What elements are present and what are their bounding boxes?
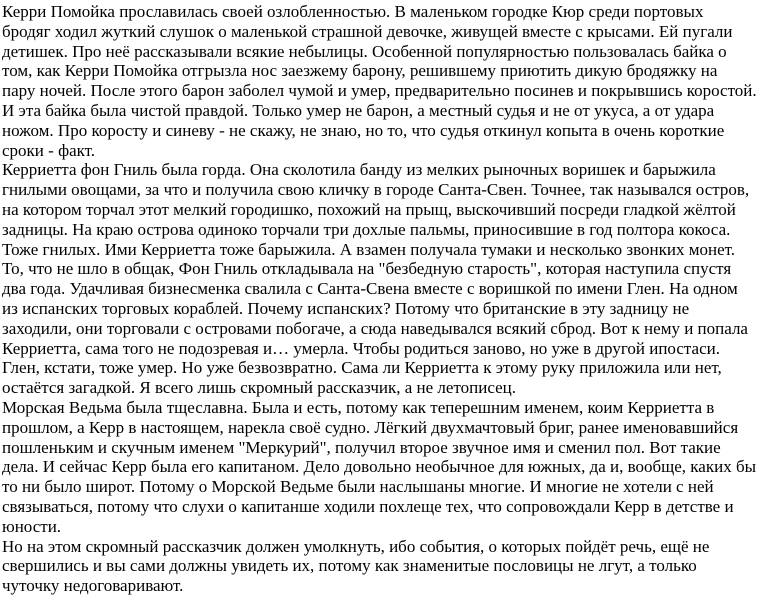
text-line: дела. И сейчас Керр была его капитаном. Дело довольно необычное для южных, да и, вообще, каких бы <box>2 457 757 477</box>
text-line: Морская Ведьма была тщеславна. Была и есть, потому как теперешним именем, коим Керриетта в <box>2 397 715 417</box>
text-line: два года. Удачливая бизнесменка свалила с Санта-Свена вместе с воришкой по имени Глен. На одном <box>2 279 738 299</box>
text-line: то ни было широт. Потому о Морской Ведьме были наслышаны многие. И многие не хотели с ней <box>2 477 714 497</box>
text-line: на котором торчал этот мелкий городишко, похожий на прыщ, выскочивший посреди гладкой жёлтой <box>2 199 736 219</box>
text-line: чуточку недоговаривают. <box>2 576 184 596</box>
text-line: гнилыми овощами, за что и получила свою кличку в городе Санта-Свен. Точнее, так назывался остров, <box>2 180 750 200</box>
text-line: детишек. Про неё рассказывали всякие небылицы. Особенной популярностью пользовалась байка о <box>2 41 727 61</box>
text-line: остаётся загадкой. Я всего лишь скромный рассказчик, а не летописец. <box>2 378 516 398</box>
text-line: пару ночей. После этого барон заболел чумой и умер, предварительно посинев и покрывшись коростой. <box>2 81 757 101</box>
text-line: задницы. На краю острова одиноко торчали три дохлые пальмы, приносившие в год полтора кокоса. <box>2 219 731 239</box>
text-line: пошленьким и скучным именем "Меркурий", получил второе звучное имя и сменил пол. Вот такие <box>2 437 721 457</box>
text-line: том, как Керри Помойка отгрызла нос заезжему барону, решившему приютить дикую бродяжку на <box>2 61 718 81</box>
text-line: свершились и вы сами должны увидеть их, потому как знаменитые пословицы не лгут, а только <box>2 556 697 576</box>
text-line: из испанских торговых кораблей. Почему испанских? Потому что британские в эту задницу не <box>2 298 690 318</box>
text-line: И эта байка была чистой правдой. Только умер не барон, а местный судья и не от укуса, а от удара <box>2 100 715 120</box>
text-line: То, что не шло в общак, Фон Гниль откладывала на "безбедную старость", которая наступила спустя <box>2 259 732 279</box>
paragraph-morskaya-vedma <box>2 398 773 537</box>
text-line: Но на этом скромный рассказчик должен умолкнуть, ибо события, о которых пойдёт речь, ещё не <box>2 536 710 556</box>
text-line: Керриетта, сама того не подозревая и… умерла. Чтобы родиться заново, но уже в другой ипостаси. <box>2 338 720 358</box>
text-line: прошлом, а Керр в настоящем, нарекла своё судно. Лёгкий двухмачтовый бриг, ранее именовавшийся <box>2 417 739 437</box>
text-line: Тоже гнилых. Ими Керриетта тоже барыжила. А взамен получала тумаки и несколько звонких монет. <box>2 239 736 259</box>
text-line: юности. <box>2 516 62 536</box>
text-line: Глен, кстати, тоже умер. Но уже безвозвратно. Сама ли Керриетта к этому руку приложила или нет, <box>2 358 722 378</box>
text-line: сроки - факт. <box>2 140 96 160</box>
text-line: Керри Помойка прославилась своей озлобленностью. В маленьком городке Кюр среди портовых <box>2 2 704 21</box>
text-line: бродяг ходил жуткий слушок о маленькой страшной девочке, живущей вместе с крысами. Ей пугали <box>2 21 733 41</box>
text-line: Керриетта фон Гниль была горда. Она сколотила банду из мелких рыночных воришек и барыжила <box>2 160 716 180</box>
paragraph-kerri-pomoyka <box>2 2 773 160</box>
paragraph-kerrietta-fon-gnil <box>2 160 773 398</box>
text-line: ножом. Про коросту и синеву - не скажу, не знаю, но то, что судья откинул копыта в очень короткие <box>2 120 725 140</box>
paragraph-narrator-closing <box>2 537 773 596</box>
text-line: заходили, они торговали с островами побогаче, а сюда наведывался всякий сброд. Вот к нему и попала <box>2 318 748 338</box>
text-line: связываться, потому что слухи о капитанше ходили похлеще тех, что сопровождали Керр в детстве и <box>2 496 734 516</box>
